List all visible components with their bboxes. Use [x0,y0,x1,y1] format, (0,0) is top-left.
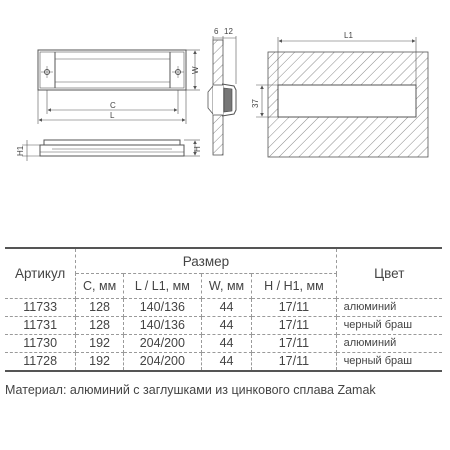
cell-c: 128 [76,299,124,317]
cell-c: 128 [76,317,124,335]
cell-c: 192 [76,353,124,372]
cell-l: 140/136 [123,299,201,317]
cell-color: алюминий [336,335,442,353]
cell-h: 17/11 [252,317,336,335]
dim-c-label: C [110,101,116,110]
cell-color: черный браш [336,353,442,372]
cell-article: 11733 [5,299,76,317]
header-l: L / L1, мм [123,274,201,299]
table-row [5,299,442,317]
dim-depth-a-label: 6 [214,27,219,36]
cell-article: 11728 [5,353,76,372]
header-h: H / H1, мм [252,274,336,299]
cell-w: 44 [201,299,251,317]
front-view [38,50,186,90]
dim-w-label: W [191,66,200,74]
dim-h1-label: H1 [16,145,25,156]
bottom-view [40,140,184,156]
side-section-view [208,36,236,155]
header-article: Артикул [5,248,76,299]
cell-l: 204/200 [123,353,201,372]
header-size: Размер [76,248,336,274]
dim-depth-b-label: 12 [224,27,233,36]
cell-l: 140/136 [123,317,201,335]
table-row [5,335,442,353]
cell-w: 44 [201,317,251,335]
material-footnote: Материал: алюминий с заглушками из цинкового сплава Zamak [5,383,376,397]
cell-w: 44 [201,335,251,353]
spec-table [5,247,442,372]
cell-l: 204/200 [123,335,201,353]
dim-l-label: L [110,111,115,120]
cell-article: 11731 [5,317,76,335]
cell-color: черный браш [336,317,442,335]
header-color: Цвет [336,248,442,299]
cell-article: 11730 [5,335,76,353]
dim-l1-label: L1 [344,31,353,40]
table-row [5,317,442,335]
cutout-view [256,37,428,157]
table-row [5,353,442,372]
cell-c: 192 [76,335,124,353]
dim-cut-height-label: 37 [251,99,260,108]
header-c: C, мм [76,274,124,299]
cell-w: 44 [201,353,251,372]
cell-h: 17/11 [252,335,336,353]
cell-h: 17/11 [252,353,336,372]
header-w: W, мм [201,274,251,299]
cell-color: алюминий [336,299,442,317]
cell-h: 17/11 [252,299,336,317]
dim-h-label: H [193,146,202,152]
